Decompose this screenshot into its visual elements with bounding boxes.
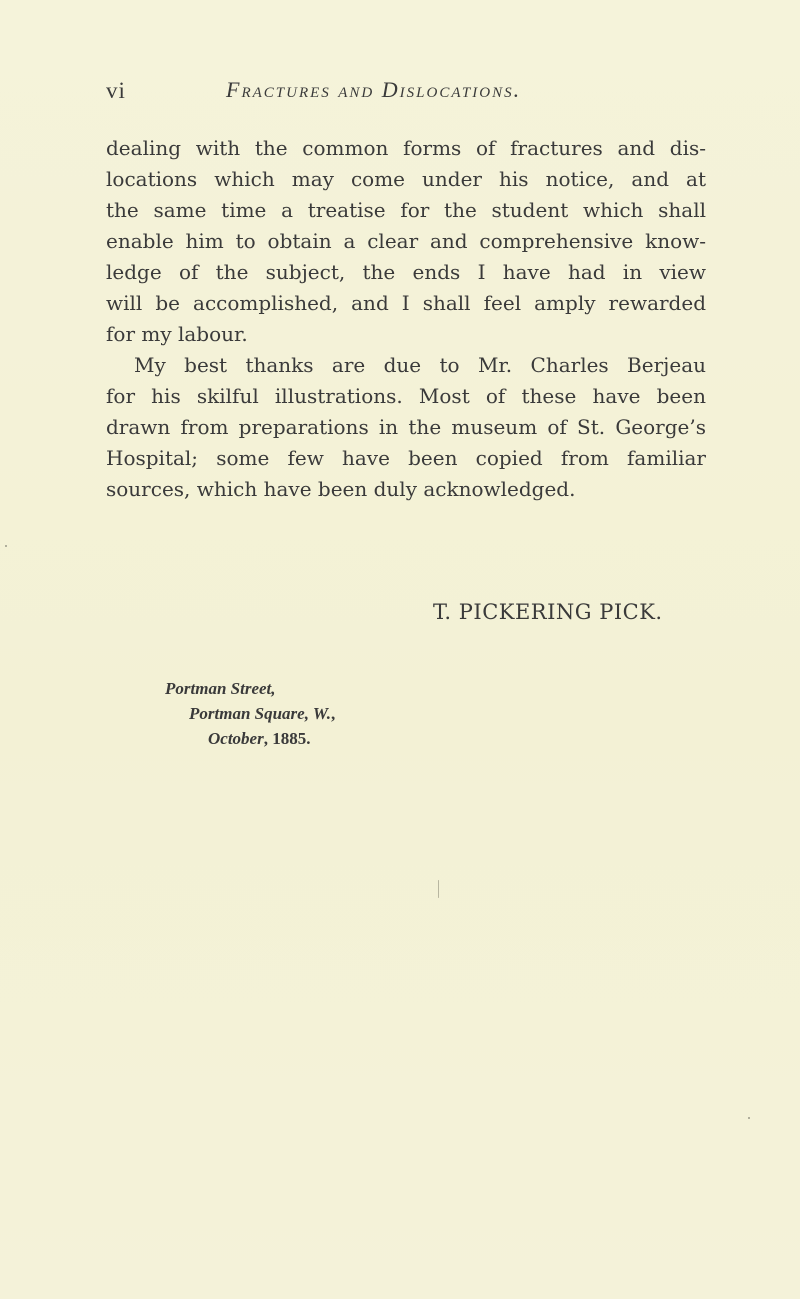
text-line: ledge of the subject, the ends I have had in view <box>106 260 706 284</box>
running-head: Fractures and Dislocations. <box>226 77 522 102</box>
address-line-square <box>165 701 335 726</box>
text-line: dealing with the common forms of fractures and dis- <box>106 136 706 160</box>
address-square-text: Portman Square, W. <box>189 704 332 723</box>
text-line: My best thanks are due to Mr. Charles Berjeau <box>134 353 706 377</box>
text-line: for his skilful illustrations. Most of these have been <box>106 384 706 408</box>
preface-text <box>106 133 706 505</box>
address-square-comma: , <box>331 704 336 723</box>
text-line: enable him to obtain a clear and comprehensive know- <box>106 229 706 253</box>
author-signature: T. PICKERING PICK. <box>433 600 663 624</box>
text-line: for my labour. <box>106 322 248 346</box>
page-number: vi <box>106 78 126 103</box>
paper-speck <box>748 1117 750 1119</box>
page-header <box>106 78 706 108</box>
address-line-date <box>165 726 335 751</box>
paragraph-2 <box>106 350 706 505</box>
text-line: sources, which have been duly acknowledged. <box>106 477 576 501</box>
address-street-text: Portman Street, <box>165 679 276 698</box>
text-line: drawn from preparations in the museum of St. George’s <box>106 415 706 439</box>
address-month-text: October <box>208 729 264 748</box>
text-line: the same time a treatise for the student which shall <box>106 198 706 222</box>
address-block <box>165 676 335 751</box>
text-line: will be accomplished, and I shall feel amply rewarded <box>106 291 706 315</box>
address-line-street <box>165 676 335 701</box>
paragraph-1 <box>106 133 706 350</box>
address-year-text: , 1885. <box>263 729 311 748</box>
text-line: locations which may come under his notice, and at <box>106 167 706 191</box>
text-line: Hospital; some few have been copied from familiar <box>106 446 706 470</box>
paper-speck <box>5 545 7 547</box>
paper-speck <box>438 880 439 898</box>
